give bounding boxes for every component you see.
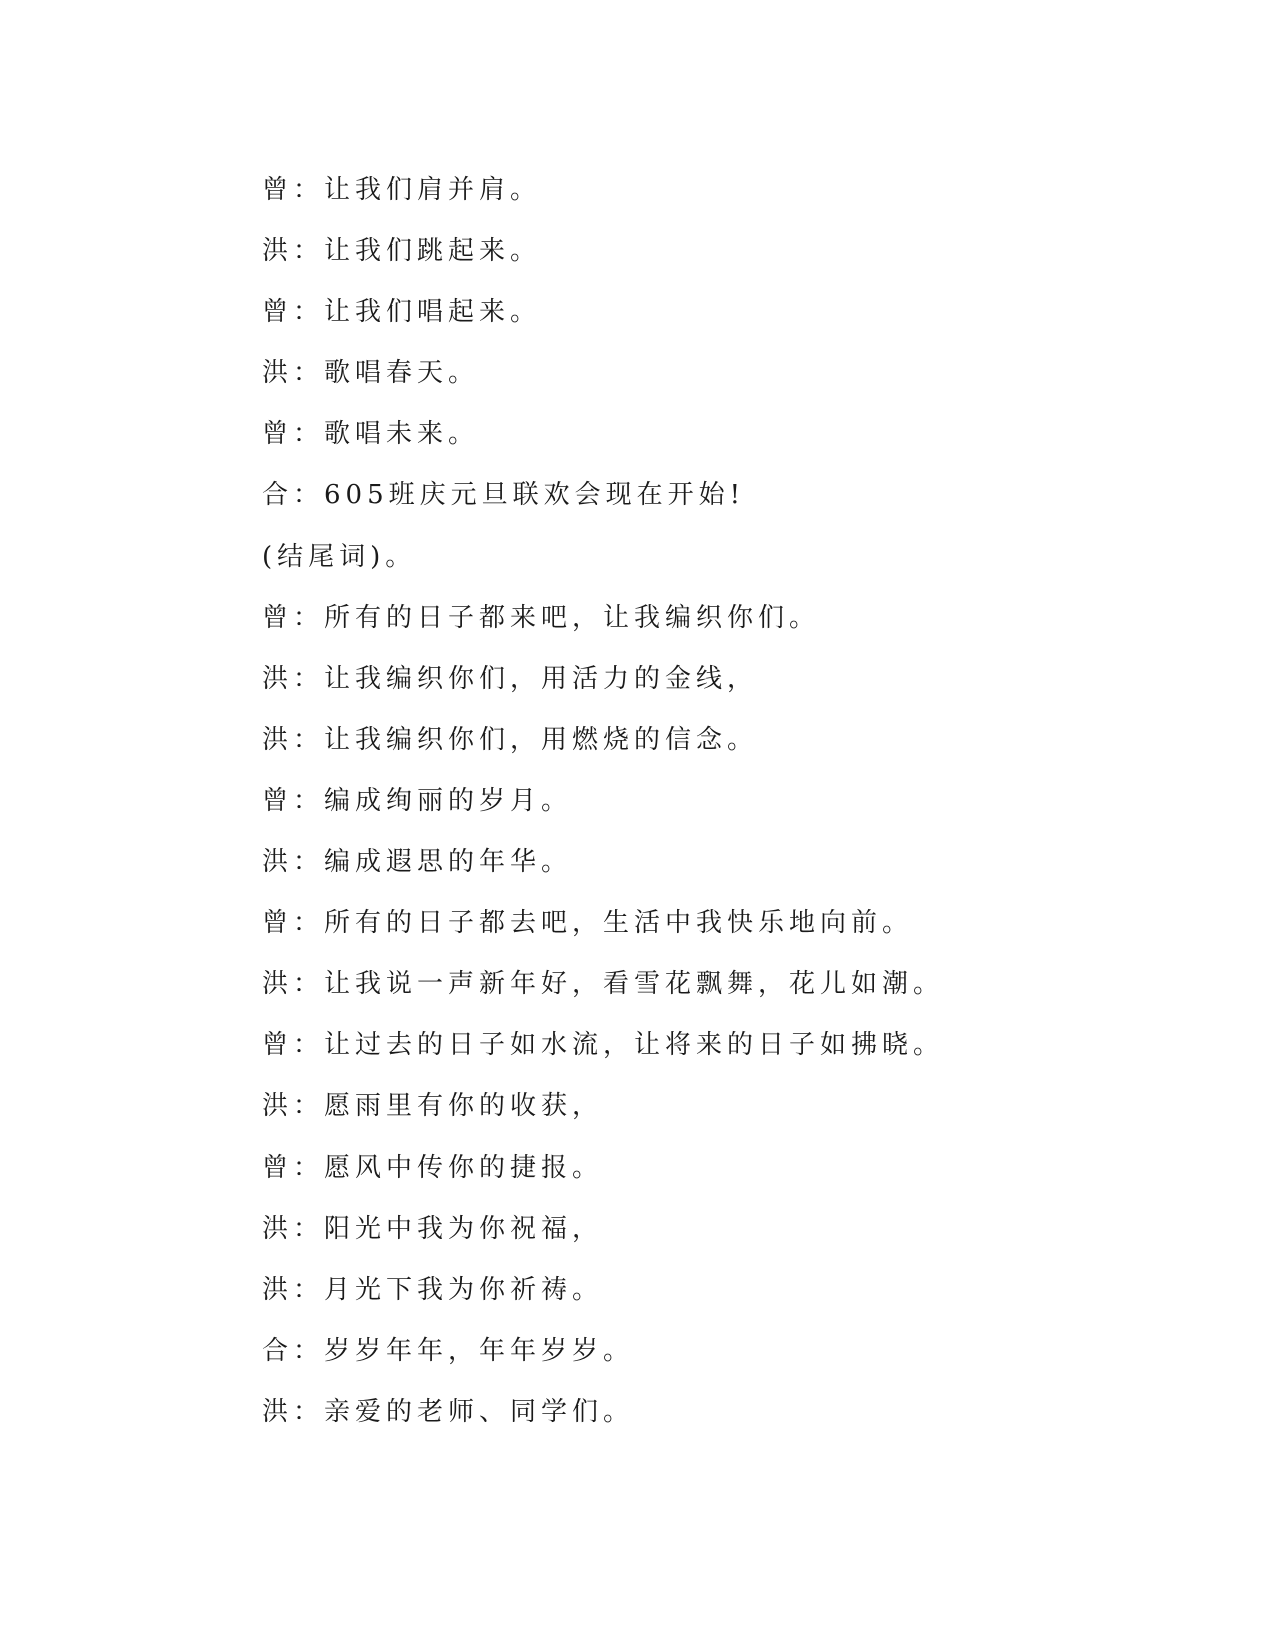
script-line: 洪：让我编织你们，用燃烧的信念。 xyxy=(262,724,759,755)
script-line: 洪：亲爱的老师、同学们。 xyxy=(262,1396,635,1427)
script-line: 曾：让过去的日子如水流，让将来的日子如拂晓。 xyxy=(262,1030,945,1061)
script-line: 合：605班庆元旦联欢会现在开始! xyxy=(262,480,746,511)
script-lines xyxy=(262,160,1162,1443)
script-line: 洪：歌唱春天。 xyxy=(262,358,480,389)
script-line: (结尾词)。 xyxy=(262,541,417,572)
script-line: 洪：编成遐思的年华。 xyxy=(262,847,573,878)
script-line: 曾：编成绚丽的岁月。 xyxy=(262,785,573,816)
script-line: 合：岁岁年年，年年岁岁。 xyxy=(262,1335,635,1366)
script-line: 曾：歌唱未来。 xyxy=(262,419,480,450)
script-line: 洪：让我说一声新年好，看雪花飘舞，花儿如潮。 xyxy=(262,969,945,1000)
script-line: 洪：月光下我为你祈祷。 xyxy=(262,1274,604,1305)
script-line: 洪：阳光中我为你祝福， xyxy=(262,1213,604,1244)
script-line: 曾：所有的日子都去吧，生活中我快乐地向前。 xyxy=(262,908,914,939)
script-line: 洪：愿雨里有你的收获， xyxy=(262,1091,604,1122)
script-line: 曾：所有的日子都来吧，让我编织你们。 xyxy=(262,602,821,633)
script-line: 曾：让我们肩并肩。 xyxy=(262,175,542,205)
script-line: 洪：让我编织你们，用活力的金线， xyxy=(262,663,759,694)
script-line: 曾：让我们唱起来。 xyxy=(262,297,542,328)
script-line: 洪：让我们跳起来。 xyxy=(262,236,542,267)
script-line: 曾：愿风中传你的捷报。 xyxy=(262,1152,604,1183)
